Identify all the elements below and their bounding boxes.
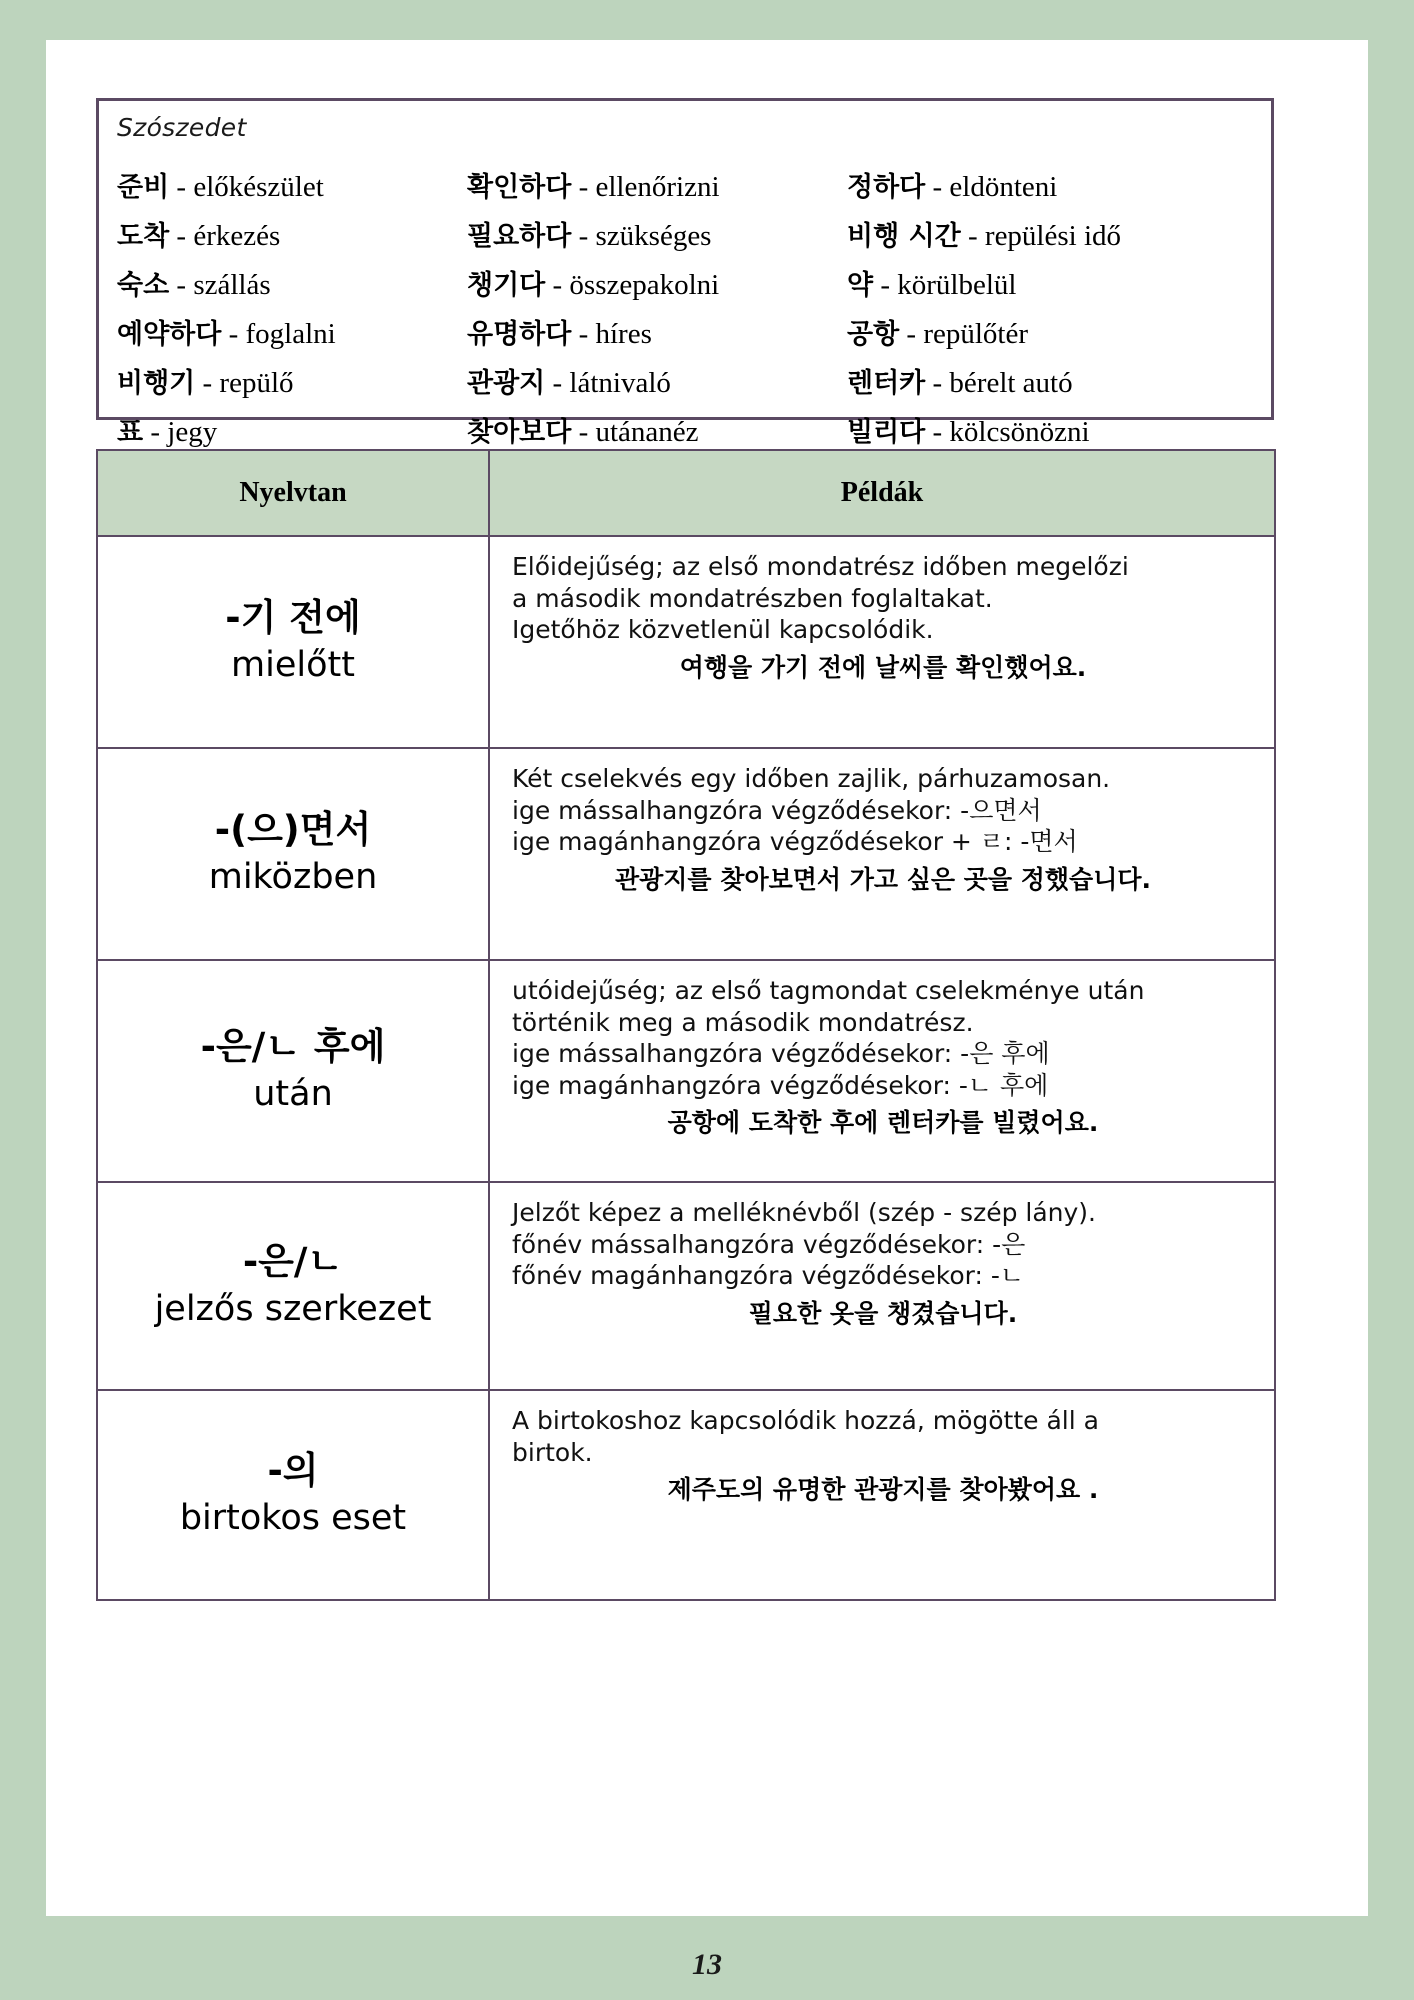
vocabulary-entry-korean: 렌터카 <box>847 368 926 399</box>
explanation-line: A birtokoshoz kapcsolódik hozzá, mögötte áll a <box>512 1406 1099 1435</box>
vocabulary-entry-korean: 유명하다 <box>467 319 572 350</box>
explanation-line: Igetőhöz közvetlenül kapcsolódik. <box>512 615 934 644</box>
examples-cell <box>489 748 1275 960</box>
vocabulary-entry-hungarian: foglalni <box>245 318 336 350</box>
explanation-line: utóidejűség; az első tagmondat cselekménye után <box>512 976 1145 1005</box>
table-row <box>97 748 1275 960</box>
vocabulary-entry <box>117 359 467 408</box>
vocabulary-entry-separator: - <box>578 220 589 252</box>
vocabulary-entry-separator: - <box>578 416 589 448</box>
example-sentence <box>512 1474 1254 1507</box>
vocabulary-entry-korean: 표 <box>117 417 144 448</box>
vocabulary-entry-separator: - <box>228 318 239 350</box>
table-row <box>97 1182 1275 1390</box>
column-header-grammar: Nyelvtan <box>97 450 489 536</box>
vocabulary-entry-hungarian: ellenőrizni <box>595 171 720 203</box>
vocabulary-entry <box>467 310 847 359</box>
explanation-line: ige magánhangzóra végződésekor + ㄹ: -면서 <box>512 827 1078 856</box>
vocabulary-entry <box>847 261 1247 310</box>
vocabulary-entry-hungarian: eldönteni <box>949 171 1058 203</box>
vocabulary-entry-separator: - <box>932 171 943 203</box>
vocabulary-entry-korean: 챙기다 <box>467 270 546 301</box>
vocabulary-entry-separator: - <box>967 220 978 252</box>
vocabulary-entry-separator: - <box>880 269 891 301</box>
grammar-korean: -은/ㄴ 후에 <box>200 1025 386 1069</box>
vocabulary-entry-korean: 숙소 <box>117 270 170 301</box>
vocabulary-entry <box>467 163 847 212</box>
vocabulary-entry <box>117 310 467 359</box>
grammar-korean: -의 <box>267 1449 319 1493</box>
examples-cell <box>489 1390 1275 1600</box>
explanation-line: történik meg a második mondatrész. <box>512 1007 974 1037</box>
explanation-line: ige magánhangzóra végződésekor: -ㄴ 후에 <box>512 1070 1049 1100</box>
explanation-line: főnév magánhangzóra végződésekor: -ㄴ <box>512 1261 1024 1290</box>
vocabulary-entry-hungarian: előkészület <box>193 171 324 203</box>
explanation-line: Jelzőt képez a melléknévből (szép - szép lány). <box>512 1198 1096 1227</box>
grammar-cell <box>97 536 489 748</box>
vocabulary-entry-separator: - <box>150 416 161 448</box>
column-header-examples: Példák <box>489 450 1275 536</box>
grammar-hungarian: miközben <box>208 857 378 898</box>
vocabulary-entry-hungarian: szükséges <box>595 220 712 252</box>
vocabulary-entry <box>117 212 467 261</box>
example-sentence-text: 여행을 가기 전에 날씨를 확인했어요 <box>679 652 1077 682</box>
vocabulary-entry <box>467 359 847 408</box>
vocabulary-entry-separator: - <box>552 269 563 301</box>
vocabulary-entry <box>847 212 1247 261</box>
vocabulary-entry-separator: - <box>906 318 917 350</box>
grammar-cell <box>97 1182 489 1390</box>
vocabulary-entry-korean: 확인하다 <box>467 172 572 203</box>
vocabulary-column-3 <box>847 163 1247 457</box>
grammar-korean: -기 전에 <box>225 596 361 640</box>
vocabulary-entry-separator: - <box>176 269 187 301</box>
explanation-line: Két cselekvés egy időben zajlik, párhuzamosan. <box>512 764 1111 793</box>
explanation-line: ige mássalhangzóra végződésekor: -으면서 <box>512 795 1042 825</box>
vocabulary-entry-hungarian: jegy <box>167 416 218 448</box>
example-sentence-text: 필요한 옷을 챙겼습니다 <box>748 1298 1008 1328</box>
vocabulary-entry <box>117 261 467 310</box>
vocabulary-entry-separator: - <box>932 416 943 448</box>
explanation-line: Előidejűség; az első mondatrész időben megelőzi <box>512 552 1129 581</box>
example-sentence-punct: . <box>1141 864 1152 894</box>
vocabulary-entry-separator: - <box>578 171 589 203</box>
vocabulary-entry-separator: - <box>202 367 213 399</box>
vocabulary-entry-hungarian: körülbelül <box>897 269 1017 301</box>
vocabulary-entry-korean: 비행 시간 <box>847 221 961 252</box>
grammar-cell <box>97 1390 489 1600</box>
grammar-hungarian: jelzős szerkezet <box>154 1289 432 1330</box>
vocabulary-entry-separator: - <box>176 220 187 252</box>
vocabulary-entry-korean: 비행기 <box>117 368 196 399</box>
vocabulary-entry <box>467 212 847 261</box>
vocabulary-entry <box>117 163 467 212</box>
vocabulary-entry-hungarian: repülő <box>219 367 294 399</box>
grammar-hungarian: birtokos eset <box>179 1498 407 1539</box>
explanation-line: főnév mássalhangzóra végződésekor: -은 <box>512 1229 1026 1259</box>
vocabulary-entry-korean: 도착 <box>117 221 170 252</box>
explanation-line: birtok. <box>512 1437 593 1467</box>
explanation-line: ige mássalhangzóra végződésekor: -은 후에 <box>512 1039 1050 1068</box>
vocabulary-entry-separator: - <box>176 171 187 203</box>
example-sentence <box>512 864 1254 897</box>
example-sentence-text: 공항에 도착한 후에 렌터카를 빌렸어요 <box>667 1108 1089 1137</box>
example-sentence <box>512 652 1254 685</box>
vocabulary-entry-korean: 공항 <box>847 319 900 350</box>
vocabulary-entry <box>847 359 1247 408</box>
vocabulary-entry-hungarian: szállás <box>193 269 271 301</box>
vocabulary-entry-korean: 정하다 <box>847 172 926 203</box>
vocabulary-entry-korean: 준비 <box>117 172 170 203</box>
vocabulary-column-1 <box>117 163 467 457</box>
grammar-hungarian: mielőtt <box>231 645 355 686</box>
grammar-cell <box>97 748 489 960</box>
example-sentence-punct: . <box>1076 652 1087 682</box>
grammar-korean: -은/ㄴ <box>242 1240 344 1284</box>
vocabulary-entry <box>847 310 1247 359</box>
vocabulary-entry-korean: 예약하다 <box>117 319 222 350</box>
vocabulary-entry-hungarian: kölcsönözni <box>949 416 1090 448</box>
vocabulary-entry-korean: 관광지 <box>467 368 546 399</box>
examples-cell <box>489 960 1275 1182</box>
vocabulary-entry-separator: - <box>552 367 563 399</box>
vocabulary-entry-hungarian: repülési idő <box>984 220 1122 252</box>
vocabulary-entry-korean: 필요하다 <box>467 221 572 252</box>
explanation-line: a második mondatrészben foglaltakat. <box>512 583 993 613</box>
vocabulary-columns <box>117 163 1261 457</box>
grammar-table <box>96 449 1276 1601</box>
grammar-cell <box>97 960 489 1182</box>
vocabulary-entry-hungarian: érkezés <box>193 220 281 252</box>
grammar-korean: -(으)면서 <box>214 808 372 852</box>
examples-cell <box>489 1182 1275 1390</box>
vocabulary-entry-hungarian: látnivaló <box>569 367 671 399</box>
vocabulary-entry <box>467 261 847 310</box>
vocabulary-box <box>96 98 1274 448</box>
vocabulary-entry-hungarian: utánanéz <box>595 416 699 448</box>
vocabulary-entry-korean: 찾아보다 <box>467 417 572 448</box>
example-sentence-punct: . <box>1088 1475 1099 1504</box>
example-sentence-punct: . <box>1088 1108 1099 1137</box>
vocabulary-entry <box>847 163 1247 212</box>
example-sentence-punct: . <box>1007 1298 1018 1328</box>
vocabulary-entry-hungarian: összepakolni <box>569 269 720 301</box>
page-sheet <box>46 40 1368 1916</box>
vocabulary-entry-separator: - <box>932 367 943 399</box>
example-sentence-text: 제주도의 유명한 관광지를 찾아봤어요 <box>667 1475 1081 1504</box>
table-row <box>97 1390 1275 1600</box>
vocabulary-entry-korean: 빌리다 <box>847 417 926 448</box>
grammar-hungarian: után <box>253 1074 333 1115</box>
example-sentence-text: 관광지를 찾아보면서 가고 싶은 곳을 정했습니다 <box>614 864 1142 894</box>
examples-cell <box>489 536 1275 748</box>
vocabulary-entry-hungarian: bérelt autó <box>949 367 1073 399</box>
example-sentence <box>512 1107 1254 1140</box>
table-header-row <box>97 450 1275 536</box>
vocabulary-entry-separator: - <box>578 318 589 350</box>
vocabulary-entry-hungarian: repülőtér <box>923 318 1029 350</box>
table-row <box>97 536 1275 748</box>
page-number: 13 <box>692 1948 722 1981</box>
vocabulary-entry-korean: 약 <box>847 270 874 301</box>
example-sentence <box>512 1298 1254 1331</box>
table-row <box>97 960 1275 1182</box>
vocabulary-entry-hungarian: híres <box>595 318 652 350</box>
vocabulary-column-2 <box>467 163 847 457</box>
vocabulary-title: Szószedet <box>117 113 247 142</box>
